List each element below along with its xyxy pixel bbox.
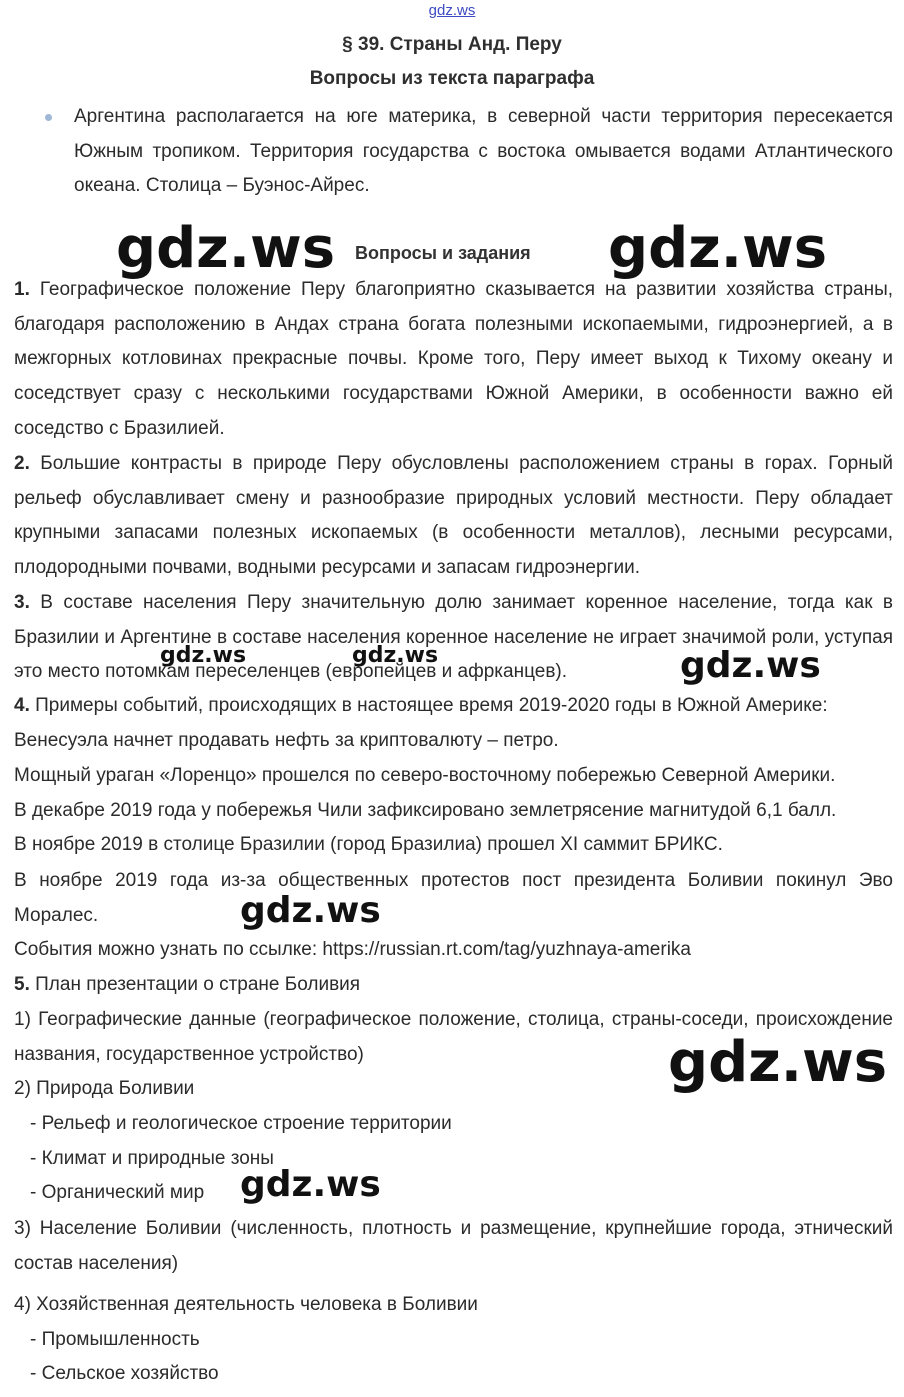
answer-2	[14, 447, 893, 586]
watermark-small-1: gdz.ws	[160, 643, 247, 668]
answer-1	[14, 273, 893, 447]
plan-item-4: 4) Хозяйственная деятельность человека в Боливии	[14, 1294, 478, 1315]
answer-4	[14, 695, 828, 717]
plan-item-1: 1) Географические данные (географическое положение, столица, страны-соседи, происхождение названия, государственное устройство)	[14, 1009, 893, 1065]
watermark-big-left: gdz.ws	[116, 216, 336, 281]
answer-1-number: 1.	[14, 279, 30, 300]
event-line: В декабре 2019 года у побережья Чили зафиксировано землетрясение магнитудой 6,1 балл.	[14, 800, 837, 821]
watermark-mid-3: gdz.ws	[240, 1164, 381, 1205]
watermark-big-bottom: gdz.ws	[668, 1030, 888, 1095]
answer-5-text: План презентации о стране Боливия	[35, 974, 361, 995]
watermark-small-2: gdz.ws	[352, 643, 439, 668]
watermark-mid-2: gdz.ws	[240, 890, 381, 931]
plan-item-3: 3) Население Боливии (численность, плотность и размещение, крупнейшие города, этнический состав населения)	[14, 1218, 893, 1274]
plan-subitem: - Промышленность	[30, 1329, 200, 1350]
event-line: Мощный ураган «Лоренцо» прошелся по северо-восточному побережью Северной Америки.	[14, 765, 836, 786]
answer-3-text: В составе населения Перу значительную долю занимает коренное население, тогда как в Бразилии и Аргентине в составе населения коренное население не играет значимой роли, уступая это место потомкам переселенцев (европейцев и афрканцев).	[14, 592, 894, 683]
events-link-text[interactable]: События можно узнать по ссылке: https://russian.rt.com/tag/yuzhnaya-amerika	[14, 939, 691, 960]
top-watermark-link[interactable]: gdz.ws	[428, 2, 476, 19]
answer-4-number: 4.	[14, 695, 30, 716]
answer-4-text: Примеры событий, происходящих в настоящее время 2019-2020 годы в Южной Америке:	[35, 695, 828, 716]
event-line: Венесуэла начнет продавать нефть за криптовалюту – петро.	[14, 730, 559, 751]
answer-2-number: 2.	[14, 453, 30, 474]
watermark-mid-1: gdz.ws	[680, 645, 821, 686]
answer-1-text: Географическое положение Перу благоприятно сказывается на развитии хозяйства страны, благодаря расположению в Андах страна богата полезными ископаемыми, гидроэнергией, а в межгорных котловинах прекрасные почвы. Кроме того, Перу имеет выход к Тихому океану и соседствует сразу с несколькими государствами Южной Америки, в особенности важно ей соседство с Бразилией.	[14, 279, 894, 439]
section-heading: Вопросы и задания	[355, 243, 531, 263]
event-line: В ноябре 2019 в столице Бразилии (город Бразилиа) прошел XI саммит БРИКС.	[14, 834, 723, 855]
plan-subitem: - Рельеф и геологическое строение территории	[30, 1113, 452, 1134]
answer-5	[14, 974, 360, 996]
intro-bullet-text: Аргентина располагается на юге материка, в северной части территория пересекается Южным тропиком. Территория государства с востока омывается водами Атлантического океана. Столица – Буэнос-Айрес.	[74, 106, 893, 196]
event-line-evo: В ноябре 2019 года из-за общественных протестов пост президента Боливии покинул Эво Моралес.	[14, 870, 893, 926]
answer-5-number: 5.	[14, 974, 30, 995]
plan-item-2: 2) Природа Боливии	[14, 1078, 195, 1099]
bullet-dot-icon	[45, 114, 52, 121]
plan-subitem: - Органический мир	[30, 1182, 205, 1203]
watermark-big-right: gdz.ws	[608, 216, 828, 281]
page-subtitle: Вопросы из текста параграфа	[309, 68, 595, 89]
plan-subitem: - Климат и природные зоны	[30, 1148, 274, 1169]
answer-2-text: Большие контрасты в природе Перу обусловлены расположением страны в горах. Горный рельеф обуславливает смену и разнообразие природных условий местности. Перу обладает крупными запасами полезных ископаемых (в особенности металлов), лесными ресурсами, плодородными почвами, водными ресурсами и запасам гидроэнергии.	[14, 453, 893, 579]
plan-subitem: - Сельское хозяйство	[30, 1363, 219, 1384]
answer-3-number: 3.	[14, 592, 30, 613]
page-title: § 39. Страны Анд. Перу	[342, 34, 562, 55]
